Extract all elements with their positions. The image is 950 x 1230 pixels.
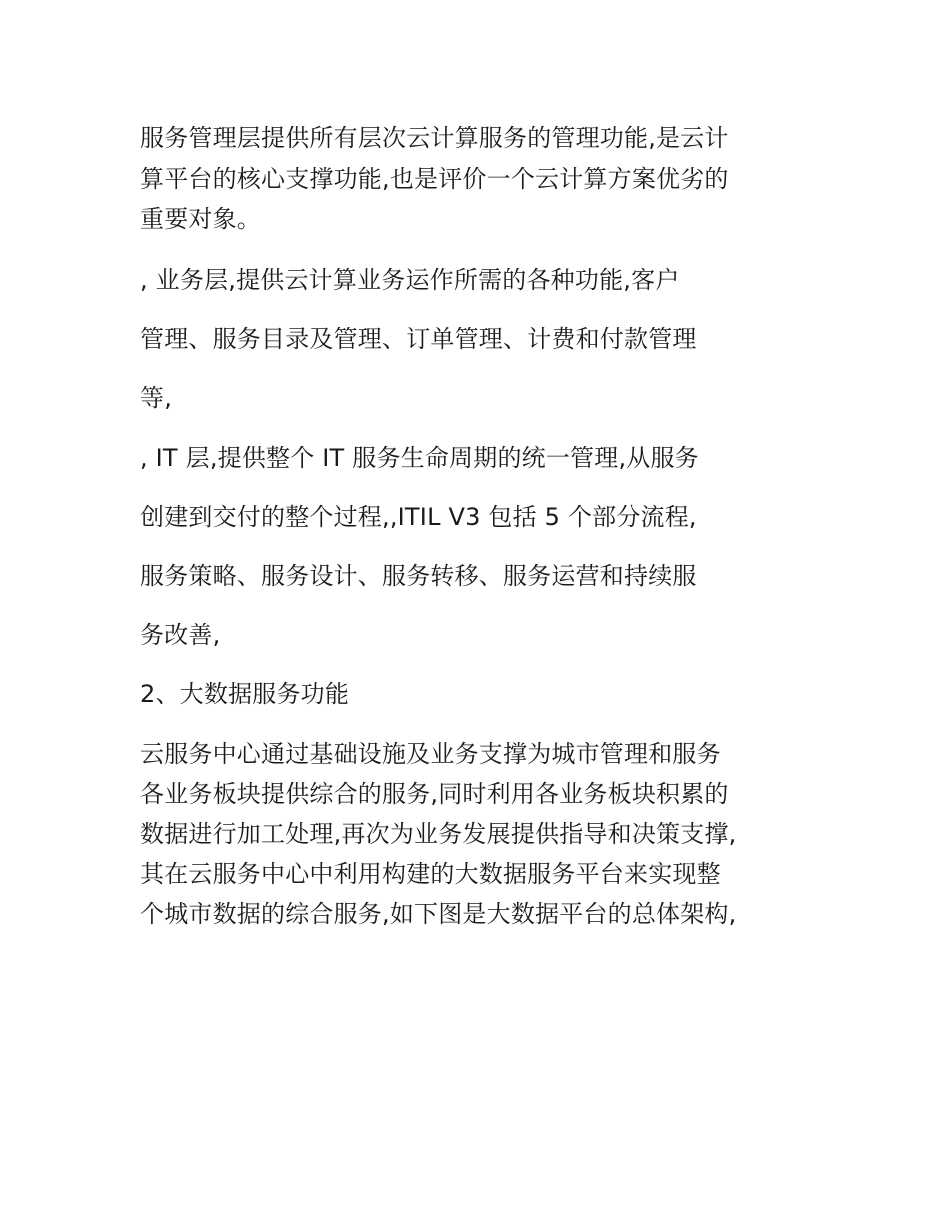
paragraph-line: 服务管理层提供所有层次云计算服务的管理功能,是云计 — [140, 124, 729, 152]
it-layer-line: , IT 层,提供整个 IT 服务生命周期的统一管理,从服务 — [140, 444, 699, 472]
business-layer-line: 等, — [140, 384, 173, 412]
paragraph-line: 云服务中心通过基础设施及业务支撑为城市管理和服务 — [140, 740, 721, 768]
section-heading: 2、大数据服务功能 — [140, 680, 350, 708]
it-layer-line: 务改善, — [140, 621, 221, 649]
paragraph-line: 数据进行加工处理,再次为业务发展提供指导和决策支撑, — [140, 820, 737, 848]
paragraph-line: 各业务板块提供综合的服务,同时利用各业务板块积累的 — [140, 780, 729, 808]
it-layer-line: 创建到交付的整个过程,,ITIL V3 包括 5 个部分流程, — [140, 503, 697, 531]
paragraph-line: 个城市数据的综合服务,如下图是大数据平台的总体架构, — [140, 900, 737, 928]
paragraph-line: 算平台的核心支撑功能,也是评价一个云计算方案优劣的 — [140, 165, 729, 193]
business-layer-line: , 业务层,提供云计算业务运作所需的各种功能,客户 — [140, 266, 680, 294]
paragraph-line: 重要对象。 — [140, 205, 261, 233]
paragraph-line: 其在云服务中心中利用构建的大数据服务平台来实现整 — [140, 860, 721, 888]
it-layer-line: 服务策略、服务设计、服务转移、服务运营和持续服 — [140, 562, 697, 590]
business-layer-line: 管理、服务目录及管理、订单管理、计费和付款管理 — [140, 325, 697, 353]
